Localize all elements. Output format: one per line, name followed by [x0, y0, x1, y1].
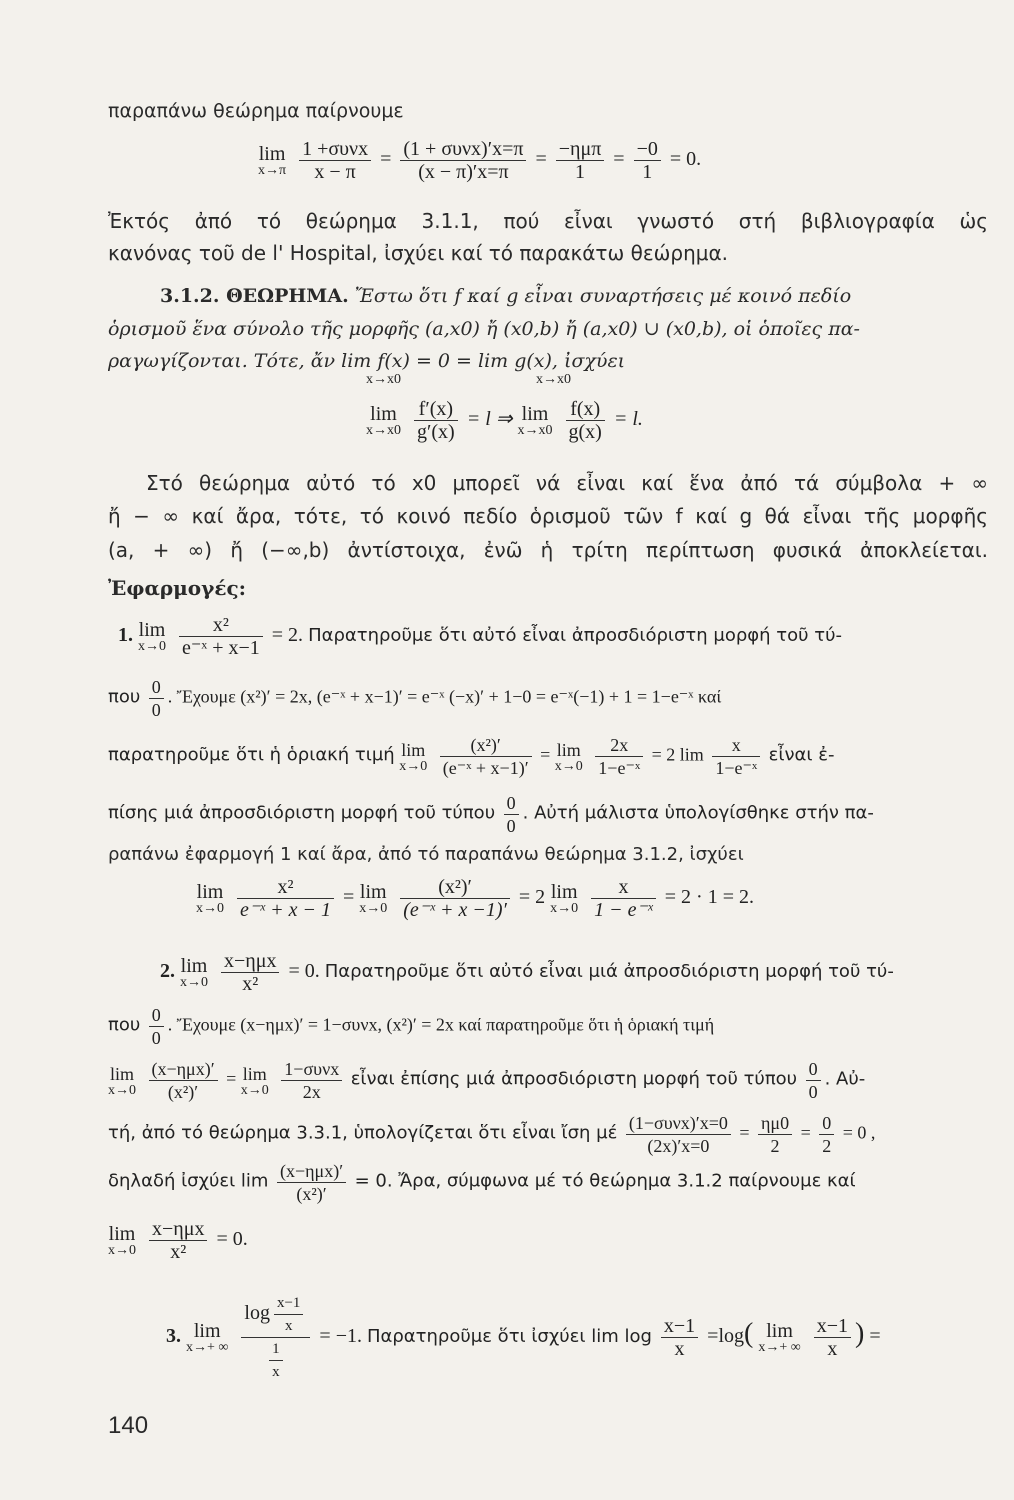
app1-line-4: πίσης μιά ἀπροσδιόριστη μορφή τοῦ τύπου $\frac{0}{0}$ . Αὐτή μάλιστα ὑπολογίσθηκε στήν πα-	[108, 793, 874, 836]
limit-subscript: x→x0	[536, 372, 571, 387]
fraction: $\frac{x-1}{x}$	[661, 1315, 698, 1360]
paragraph-line: Στό θεώρημα αὐτό τό x0 μπορεῖ νά εἶναι καί ἕνα ἀπό τά σύμβολα + ∞	[146, 471, 988, 495]
fraction: $\frac{\text{(x−ημx)′}}{\text{(x²)′}}$	[149, 1058, 218, 1103]
fraction: $\frac{\text{x−ημx}}{\text{x²}}$	[221, 950, 279, 995]
fraction: $\frac{0}{2}$	[819, 1112, 834, 1157]
lim-operator: lim x→0	[138, 618, 166, 654]
equation-limit-pi: lim x→π $\frac{\text{1 +συνx}}{x - \pi}$ = $\frac{\text{(1 + συνx)′x=π}}{(x - \pi)'x=\pi}$ = $\frac{\text{−ημπ}}{1}$ = $\frac{-0}{1}$ = 0.	[258, 138, 702, 183]
paragraph-line: ἤ − ∞ καί ἄρα, τότε, τό κοινό πεδίο ὁρισμοῦ τῶν f καί g θά εἶναι τῆς μορφῆς	[108, 504, 988, 528]
fraction: $\frac{\text{(1 + συνx)′x=π}}{(x - \pi)'x=\pi}$	[400, 138, 526, 183]
app1-line-5: ραπάνω ἐφαρμογή 1 καί ἄρα, ἀπό τό παραπάνω θεώρημα 3.1.2, ἰσχύει	[108, 844, 744, 865]
paragraph-line: (a, + ∞) ἤ (−∞,b) ἀντίστοιχα, ἐνῶ ἡ τρίτη περίπτωση φυσικά ἀποκλείεται.	[108, 538, 988, 562]
limit-subscript: x→x0	[366, 372, 401, 387]
app2-line-2: που $\frac{0}{0}$ . Ἔχουμε (x−ημx)′ = 1−συνx, (x²)′ = 2x καί παρατηροῦμε ὅτι ἡ ὁριακή τιμή	[108, 1005, 715, 1048]
app2-line-5: δηλαδή ἰσχύει lim $\frac{\text{(x−ημx)′}}{\text{(x²)′}}$ = 0. Ἄρα, σύμφωνα μέ τό θεώρημα 3.1.2 παίρνουμε καί	[108, 1161, 856, 1204]
applications-heading: Ἐφαρμογές:	[108, 576, 247, 600]
app1-result-equation: lim x→0 $\frac{\text{x²}}{\text{e⁻ˣ + x − 1}}$ = lim x→0 $\frac{\text{(x²)′}}{\text{(e⁻ˣ + x −1)′}}$ = 2 lim x→0 $\frac{x}{\text{1 − e⁻ˣ}}$ = 2 · 1 = 2.	[196, 876, 754, 921]
fraction: $\frac{\text{(x²)′}}{\text{(e⁻ˣ + x−1)′}}$	[440, 734, 532, 779]
fraction: $\frac{\text{(1−συνx)′x=0}}{(2x)'x=0}$	[626, 1112, 731, 1157]
fraction: $\frac{\text{1−συνx}}{2x}$	[281, 1058, 342, 1103]
fraction: $\frac{2x}{\text{1−e⁻ˣ}}$	[595, 734, 643, 779]
theorem-line-1	[160, 283, 988, 309]
theorem-equation: lim x→x0 $\frac{f'(x)}{g'(x)}$ = l ⇒ lim x→x0 $\frac{f(x)}{g(x)}$ = l.	[366, 398, 643, 443]
fraction: $\frac{0}{0}$	[149, 676, 164, 721]
app2-result: lim x→0 $\frac{\text{x−ημx}}{\text{x²}}$ = 0.	[108, 1218, 248, 1263]
app2-line-4: τή, ἀπό τό θεώρημα 3.3.1, ὑπολογίζεται ὅτι εἶναι ἴση μέ $\frac{\text{(1−συνx)′x=0}}{(2x)'x=0}$ = $\frac{\eta\mu 0}{2}$ = $\frac{0}{2}$ = 0 ,	[108, 1113, 876, 1156]
app1-line-3: παρατηροῦμε ὅτι ἡ ὁριακή τιμή lim x→0 $\frac{\text{(x²)′}}{\text{(e⁻ˣ + x−1)′}}$ = lim x→0 $\frac{2x}{\text{1−e⁻ˣ}}$ = 2 lim $\frac{x}{\text{1−e⁻ˣ}}$ εἶναι ἐ-	[108, 735, 835, 778]
lim-operator: lim x→x0	[517, 402, 553, 438]
lim-operator: lim x→0	[240, 1063, 269, 1098]
fraction: $\frac{\text{−ημπ}}{1}$	[556, 138, 605, 183]
app1-line-2: που $\frac{0}{0}$ . Ἔχουμε (x²)′ = 2x, (e⁻ˣ + x−1)′ = e⁻ˣ (−x)′ + 1−0 = e⁻ˣ(−1) + 1 = 1−e⁻ˣ καί	[108, 677, 722, 720]
lim-operator: lim x→0	[550, 880, 579, 916]
lim-operator: lim x→π	[258, 142, 287, 178]
fraction: $\frac{-0}{1}$	[634, 138, 661, 183]
app1-line-1: 1. lim x→0 $\frac{\text{x²}}{\text{e⁻ˣ + x−1}}$ = 2. Παρατηροῦμε ὅτι αὐτό εἶναι ἀπροσδιόριστη μορφή τοῦ τύ-	[118, 614, 843, 659]
app2-line-3: lim x→0 $\frac{\text{(x−ημx)′}}{\text{(x²)′}}$ = lim x→0 $\frac{\text{1−συνx}}{2x}$ εἶναι ἐπίσης μιά ἀπροσδιόριστη μορφή τοῦ τύπου $\frac{0}{0}$ . Αὐ-	[108, 1059, 866, 1102]
fraction: $\frac{x}{\text{1 − e⁻ˣ}}$	[591, 876, 656, 921]
fraction: $\frac{\text{x−ημx}}{\text{x²}}$	[149, 1218, 207, 1263]
lim-operator: lim x→0	[108, 1222, 136, 1258]
lim-operator: lim x→+ ∞	[186, 1319, 229, 1355]
fraction: $\frac{0}{0}$	[504, 792, 519, 837]
theorem-heading: 3.1.2. ΘΕΩΡΗΜΑ.	[160, 285, 349, 307]
intro-text: παραπάνω θεώρημα παίρνουμε	[108, 100, 404, 122]
theorem-line-3: ραγωγίζονται. Τότε, ἄν lim f(x) = 0 = lim g(x), ἰσχύει	[108, 350, 626, 372]
lim-operator: lim x→0	[399, 739, 428, 774]
lim-operator: lim x→0	[180, 954, 208, 990]
page-number: 140	[108, 1412, 149, 1439]
fraction: $\frac{\text{(x²)′}}{\text{(e⁻ˣ + x −1)′}}$	[400, 876, 510, 921]
paragraph-line: κανόνας τοῦ de l' Hospital, ἰσχύει καί τό παρακάτω θεώρημα.	[108, 241, 729, 265]
fraction: $\frac{0}{0}$	[149, 1004, 164, 1049]
fraction: $\frac{x-1}{x}$	[814, 1315, 851, 1360]
fraction: $\frac{\text{(x−ημx)′}}{\text{(x²)′}}$	[277, 1160, 346, 1205]
fraction: $\frac{\text{x²}}{\text{e⁻ˣ + x−1}}$	[179, 614, 263, 659]
app2-line-1: 2. lim x→0 $\frac{\text{x−ημx}}{\text{x²}}$ = 0. Παρατηροῦμε ὅτι αὐτό εἶναι μιά ἀπροσδιόριστη μορφή τοῦ τύ-	[160, 950, 894, 995]
theorem-text: Ἔστω ὅτι f καί g εἶναι συναρτήσεις μέ κοινό πεδίο	[354, 285, 852, 307]
lim-operator: lim x→0	[108, 1063, 136, 1098]
lim-operator: lim x→+ ∞	[758, 1319, 801, 1355]
lim-operator: lim x→0	[554, 739, 583, 774]
fraction: $\frac{0}{0}$	[806, 1058, 821, 1103]
fraction: $\frac{f'(x)}{g'(x)}$	[414, 398, 458, 443]
theorem-line-2: ὁρισμοῦ ἕνα σύνολο τῆς μορφῆς (a,x0) ἤ (x0,b) ἤ (a,x0) ∪ (x0,b), οἱ ὁποῖες πα-	[108, 318, 860, 340]
fraction: $\frac{f(x)}{g(x)}$	[566, 398, 605, 443]
lim-operator: lim x→0	[196, 880, 224, 916]
fraction: $\frac{\text{x²}}{\text{e⁻ˣ + x − 1}}$	[237, 876, 334, 921]
lim-operator: lim x→x0	[366, 402, 401, 438]
fraction: $\frac{\text{1 +συνx}}{x - \pi}$	[299, 138, 371, 183]
app3-equation: 3. lim x→+ ∞ log $\frac{x-1}{x}$ $\frac{1}{x}$ = −1. Παρατηροῦμε ὅτι ἰσχύει lim log $\frac{x-1}{x}$ =log( lim x→+ ∞ $\frac{x-1}{x}$ ) =	[166, 1292, 881, 1383]
fraction: log $\frac{x-1}{x}$ $\frac{1}{x}$	[241, 1292, 310, 1383]
paragraph-line: Ἐκτός ἀπό τό θεώρημα 3.1.1, πού εἶναι γνωστό στή βιβλιογραφία ὡς	[108, 209, 988, 233]
fraction: $\frac{x}{\text{1−e⁻ˣ}}$	[712, 734, 760, 779]
lim-operator: lim x→0	[359, 880, 388, 916]
fraction: $\frac{\eta\mu 0}{2}$	[758, 1112, 792, 1157]
